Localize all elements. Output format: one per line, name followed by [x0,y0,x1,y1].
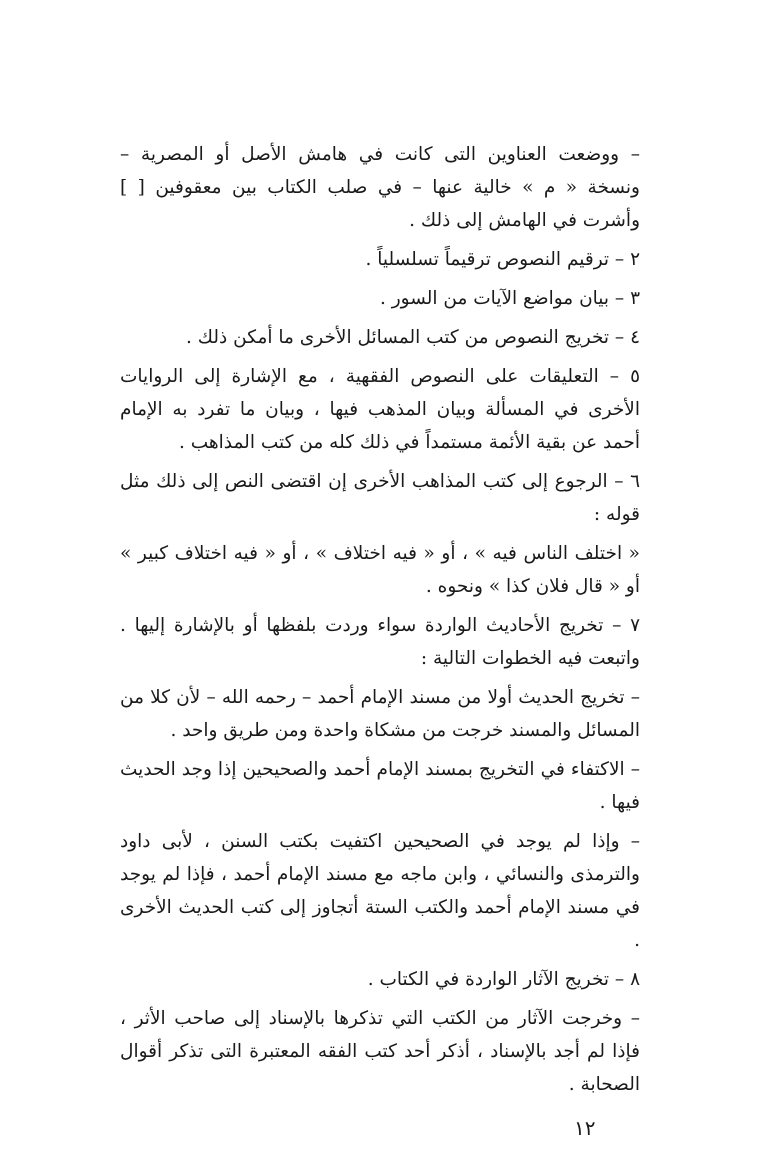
paragraph-item-4: ٤ – تخريج النصوص من كتب المسائل الأخرى ما أمكن ذلك . [186,327,640,348]
paragraph-item-5: ٥ – التعليقات على النصوص الفقهية ، مع الإشارة إلى الروايات الأخرى في المسألة وبيان المذهب فيها ، وبيان ما تفرد به الإمام أحمد عن بقية الأئمة مستمداً في ذلك كله من كتب المذاهب . [120,366,640,453]
paragraph-item-7-step-2: – الاكتفاء في التخريج بمسند الإمام أحمد والصحيحين إذا وجد الحديث فيها . [120,759,640,813]
paragraph-item-3: ٣ – بيان مواضع الآيات من السور . [379,288,640,309]
paragraph-item-8-detail: – وخرجت الآثار من الكتب التي تذكرها بالإسناد إلى صاحب الأثر ، فإذا لم أجد بالإسناد ، أذكر أحد كتب الفقه المعتبرة التى تذكر أقوال الصحابة . [120,1008,640,1095]
paragraph-item-2: ٢ – ترقيم النصوص ترقيماً تسلسلياً . [365,249,640,270]
paragraph-item-7: ٧ – تخريج الأحاديث الواردة سواء وردت بلفظها أو بالإشارة إليها . واتبعت فيه الخطوات التالية : [120,615,640,669]
page-number: ١٢ [574,1116,596,1140]
paragraph-item-7-step-3: – وإذا لم يوجد في الصحيحين اكتفيت بكتب السنن ، لأبى داود والترمذى والنسائي ، وابن ماجه مع مسند الإمام أحمد ، فإذا لم يوجد في مسند الإمام أحمد والكتب الستة أتجاوز إلى كتب الحديث الأخرى . [120,831,640,951]
paragraph-item-8: ٨ – تخريج الآثار الواردة في الكتاب . [367,969,640,990]
paragraph-item-6-examples: « اختلف الناس فيه » ، أو « فيه اختلاف » ، أو « فيه اختلاف كبير » أو « قال فلان كذا » ونحوه . [120,543,640,597]
paragraph-item-6: ٦ – الرجوع إلى كتب المذاهب الأخرى إن اقتضى النص إلى ذلك مثل قوله : [120,471,640,525]
paragraph-item-7-step-1: – تخريج الحديث أولا من مسند الإمام أحمد – رحمه الله – لأن كلا من المسائل والمسند خرجت من مشكاة واحدة ومن طريق واحد . [120,687,640,741]
paragraph-headings-note: – ووضعت العناوين التى كانت في هامش الأصل أو المصرية – ونسخة « م » خالية عنها – في صلب الكتاب بين معقوفين [ ] وأشرت في الهامش إلى ذلك . [120,144,640,231]
document-body [120,138,640,1101]
